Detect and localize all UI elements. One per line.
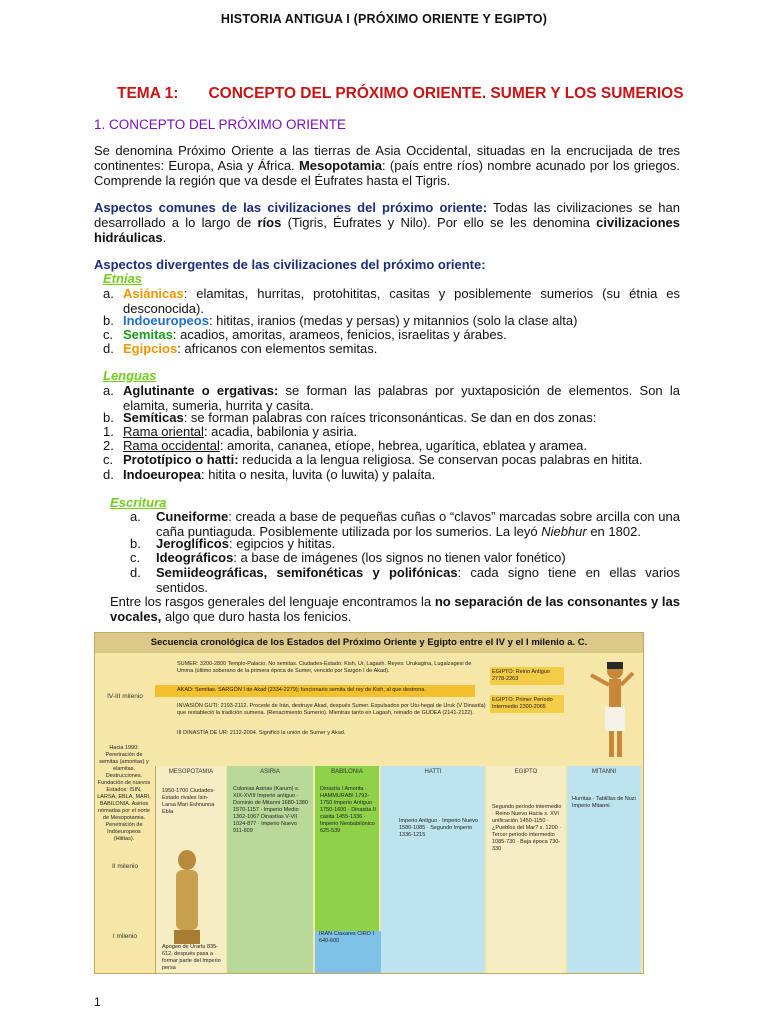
list-item: 2. Rama occidental: amorita, cananea, etíope, hebrea, ugarítica, eblatea y aramea.: [103, 438, 587, 453]
common-aspects-heading: Aspectos comunes de las civilizaciones del próximo oriente:: [94, 200, 488, 215]
column-babilonia: BABILONIA Dinastía I Amorita · HAMMURABI 1792-1750 Imperio Antiguo 1750-1600 · Dinastía II casita 1455-1336 · Imperio Neobabilónico 625-539 IRÁN Cíaxares CIRO I 640-600: [315, 766, 379, 973]
etnias-heading: Etnias: [103, 271, 143, 286]
chronology-table: [94, 632, 644, 974]
side-note: Hacia 1990: Penetración de semitas (amoritas) y elamitas. Destrucciones. Fundación de nuevos Estados: ISIN, LARSA, EBLA, MARI, BABILONIA. Asirios nómadas por el norte de Mesopotamia. Penetración de Indoeuropeos (Hititas).: [97, 745, 151, 842]
escritura-heading: Escritura: [110, 495, 167, 510]
term-mesopotamia: Mesopotamia: [298, 158, 383, 173]
list-item: a. Cuneiforme: creada a base de pequeñas cuñas o “clavos” marcadas sobre arcilla con una caña puntiaguda. Posiblemente utilizada por los sumerios. La leyó Niebhur en 1802.: [130, 509, 680, 539]
list-item: d. Indoeuropea: hitita o nesita, luvita (o luwita) y palaíta.: [103, 467, 436, 482]
list-item: d. Semiideográficas, semifonéticas y polifónicas: cada signo tiene en ellas varios sentidos.: [130, 565, 680, 595]
list-item: b. Semíticas: se forman palabras con raíces triconsonánticas. Se dan en dos zonas:: [103, 410, 597, 425]
intro-paragraph: Se denomina Próximo Oriente a las tierras de Asia Occidental, situadas en la encrucijada de tres continentes: Europa, Asia y África. Mesopotamia: (país entre ríos) nombre acunado por los griegos. Comprende la región que va desde el Éufrates hasta el Tigris.: [94, 143, 680, 188]
chronology-title: Secuencia cronológica de los Estados del Próximo Oriente y Egipto entre el IV y el I milenio a. C.: [95, 633, 643, 653]
era-label: II milenio: [111, 863, 138, 870]
list-item: a. Asiánicas: elamitas, hurritas, protohititas, casitas y posiblemente sumerios (su étnia es desconocida).: [103, 286, 680, 316]
list-item: c. Ideográficos: a base de imágenes (los signos no tienen valor fonético): [130, 550, 566, 565]
era-label: IV-III milenio: [107, 693, 143, 700]
column-egipto: EGIPTO Segundo período intermedio · Reino Nuevo Hacia s. XVI unificación 1450-1150 · ¿Pueblos del Mar? s. 1200 · Tercer período intermedio 1085-730 · Baja época 730-330: [487, 766, 565, 973]
list-item: c. Semitas: acadios, amoritas, arameos, fenicios, israelitas y árabes.: [103, 327, 507, 342]
sumer-note: SUMER: 3200-2800 Templo-Palacio. No semitas. Ciudades-Estado: Kish, Ur, Lagash. Reyes: Urukagina, Lugalzagesi de Umma (último soberano de la primera época de Sumer, vencido por Sargón I de Akad).: [177, 661, 472, 674]
lenguas-heading: Lenguas: [103, 368, 157, 383]
column-mesopotamia: MESOPOTAMIA 1950-1700 Ciudades-Estado rivales Isin-Larsa Mari Eshnunna Ebla Apogeo de Urartu 835-612, después pasa a formar parte del Imperio persa: [155, 766, 226, 973]
writing-closing-paragraph: Entre los rasgos generales del lenguaje encontramos la no separación de las consonantes y las vocales, algo que duro hasta los fenicios.: [110, 594, 680, 624]
column-hatti: HATTI Imperio Antiguo · Imperio Nuevo 1580-1085 · Segundo Imperio 1336-1215: [381, 766, 485, 973]
common-aspects-paragraph: Aspectos comunes de las civilizaciones del próximo oriente: Todas las civilizaciones se han desarrollado a lo largo de ríos (Tigris, Éufrates y Nilo). Por ello se les denomina civilizaciones hidráulicas.: [94, 200, 680, 245]
list-item: b. Indoeuropeos: hititas, iranios (medas y persas) y mitannios (solo la clase alta): [103, 313, 578, 328]
section-heading: 1. CONCEPTO DEL PRÓXIMO ORIENTE: [94, 117, 347, 132]
topic-name: CONCEPTO DEL PRÓXIMO ORIENTE. SUMER Y LOS SUMERIOS: [208, 85, 684, 102]
era-label: I milenio: [112, 933, 138, 940]
list-item: d. Egipcios: africanos con elementos semitas.: [103, 341, 378, 356]
divergent-aspects-heading: Aspectos divergentes de las civilizaciones del próximo oriente:: [94, 257, 486, 272]
topic-title: [117, 85, 757, 103]
statue-icon: [170, 848, 204, 948]
list-item: b. Jeroglíficos: egipcios y hititas.: [130, 536, 336, 551]
column-asiria: ASIRIA Colonias Asirias (Karum) s. XIX-XVIII Imperio antiguo · Dominio de Mitanni 1680-1380 1570-1157 · Imperio Medio 1362-1067 Dinastías V-VII 1024-877 · Imperio Nuevo 911-609: [227, 766, 313, 973]
akad-note: AKAD: Semitas. SARGÓN I de Akad (2334-2279); funcionario semita del rey de Kish, al que destrona.: [177, 687, 426, 693]
page-number: 1: [94, 995, 101, 1009]
ur-note: III DINASTÍA DE UR: 2112-2004. Significó la unión de Sumer y Akad.: [177, 730, 346, 736]
list-item: 1. Rama oriental: acadia, babilonia y asiria.: [103, 424, 358, 439]
egypt-old-kingdom: EGIPTO: Reino Antiguo 2778-2263: [490, 667, 564, 685]
column-mitanni: MITANNI Hurritas · Tablillas de Nuzi Imperio Mitanni: [567, 766, 641, 973]
topic-number: TEMA 1:: [117, 85, 179, 102]
egypt-first-intermediate: EGIPTO: Primer Período Intermedio 2300-2065: [490, 695, 564, 713]
guti-note: INVASIÓN GUTI: 2193-2112. Procede de Irán, destruye Akad, después Sumer. Expulsados por Utu-hegal de Uruk (V Dinastía) que restableció la tradición sumeria. (Renacimiento Sumerio). Mientras tanto en Lagash, reinado de GUDEA (2141-2122).: [177, 703, 486, 716]
document-header: HISTORIA ANTIGUA I (PRÓXIMO ORIENTE Y EGIPTO): [220, 12, 548, 26]
list-item: a. Aglutinante o ergativas: se forman las palabras por yuxtaposición de elementos. Son la elamita, sumeria, hurrita y casita.: [103, 383, 681, 413]
egyptian-figure-icon: [585, 657, 637, 761]
list-item: c. Prototípico o hatti: reducida a la lengua religiosa. Se conservan pocas palabras en hitita.: [103, 452, 643, 467]
